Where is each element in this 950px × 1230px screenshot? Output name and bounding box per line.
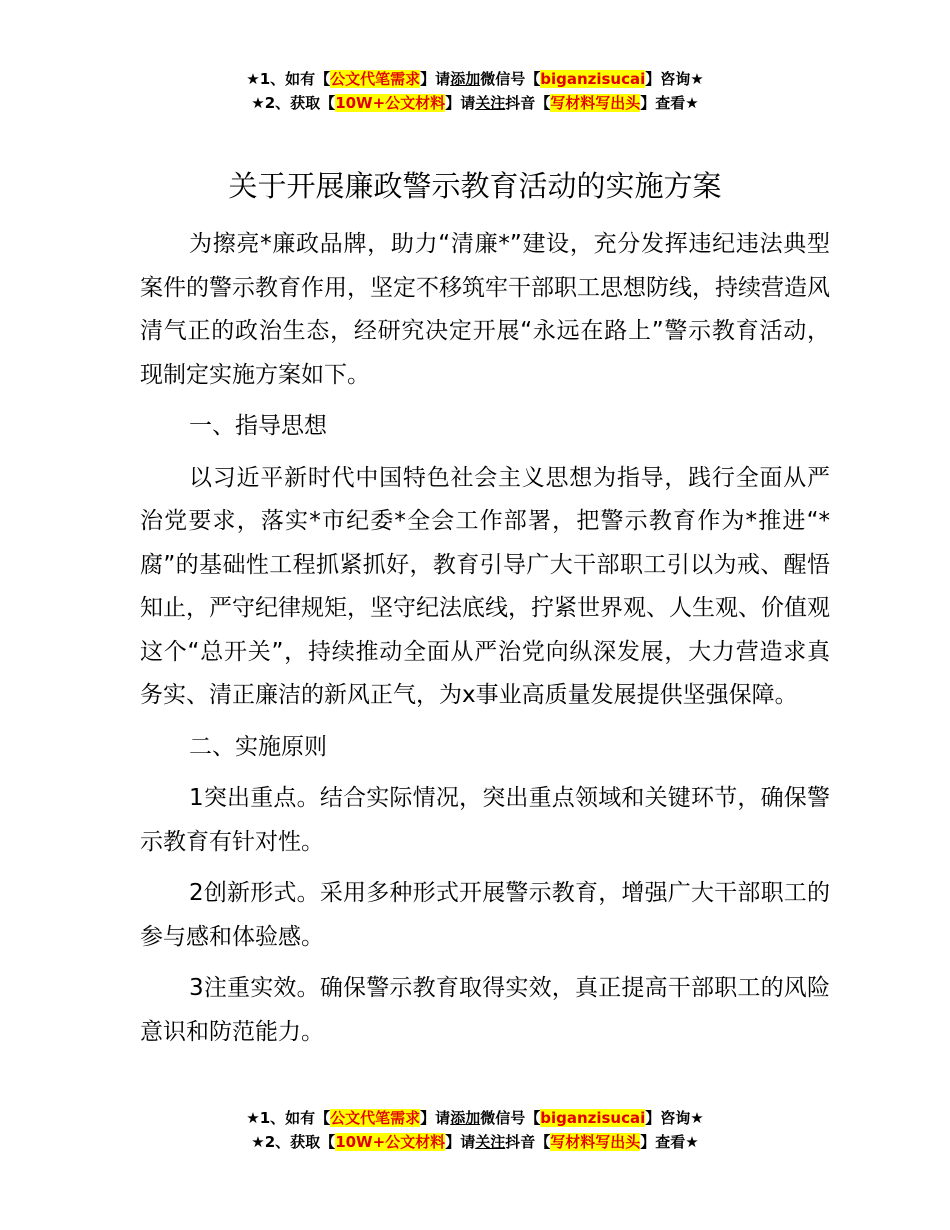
banner-underlined: 关注 [475,94,506,112]
banner-text: ★1、如有【 [246,70,331,88]
paragraph-principle-2: 2创新形式。采用多种形式开展警示教育，增强广大干部职工的参与感和体验感。 [140,880,830,950]
banner-underlined: 添加 [450,70,481,88]
banner-line-1 [0,67,950,91]
section-heading-principles: 二、实施原则 [189,733,327,760]
footer-banner [0,1106,950,1154]
banner-text: 】查看★ [640,94,699,112]
banner-text: 】查看★ [640,1133,699,1151]
banner-text: 】咨询★ [645,1109,704,1127]
document-title: 关于开展廉政警示教育活动的实施方案 [228,169,722,203]
banner-text: 】咨询★ [645,70,704,88]
banner-line-1 [0,1106,950,1130]
banner-underlined: 关注 [475,1133,506,1151]
banner-highlight: 写材料写出头 [550,94,641,112]
banner-text: 抖音【 [505,1133,551,1151]
paragraph-intro: 为擦亮*廉政品牌，助力“清廉*”建设，充分发挥违纪违法典型案件的警示教育作用，坚定不移筑牢干部职工思想防线，持续营造风清气正的政治生态，经研究决定开展“永远在路上”警示教育活动，现制定实施方案如下。 [140,231,830,388]
banner-highlight: biganzisucai [540,70,646,88]
banner-text: 微信号【 [480,70,541,88]
banner-text: ★1、如有【 [246,1109,331,1127]
banner-line-2 [0,1130,950,1154]
banner-text: 】请 [420,70,451,88]
banner-text: 抖音【 [505,94,551,112]
banner-text: ★2、获取【 [251,94,336,112]
document-body [140,223,830,1062]
paragraph-principle-1: 1突出重点。结合实际情况，突出重点领域和关键环节，确保警示教育有针对性。 [140,785,830,855]
banner-text: ★2、获取【 [251,1133,336,1151]
banner-text: 】请 [445,94,476,112]
banner-underlined: 添加 [450,1109,481,1127]
banner-text: 】请 [420,1109,451,1127]
header-banner [0,67,950,115]
banner-highlight: 写材料写出头 [550,1133,641,1151]
banner-highlight: 公文代笔需求 [330,1109,421,1127]
banner-text: 】请 [445,1133,476,1151]
paragraph-principle-3: 3注重实效。确保警示教育取得实效，真正提高干部职工的风险意识和防范能力。 [140,975,830,1045]
banner-line-2 [0,91,950,115]
paragraph-guiding-ideology: 以习近平新时代中国特色社会主义思想为指导，践行全面从严治党要求，落实*市纪委*全会工作部署，把警示教育作为*推进“*腐”的基础性工程抓紧抓好，教育引导广大干部职工引以为戒、醒悟知止，严守纪律规矩，坚守纪法底线，拧紧世界观、人生观、价值观这个“总开关”，持续推动全面从严治党向纵深发展，大力营造求真务实、清正廉洁的新风正气，为x事业高质量发展提供坚强保障。 [140,464,830,708]
banner-text: 微信号【 [480,1109,541,1127]
banner-highlight: biganzisucai [540,1109,646,1127]
section-heading-guiding-ideology: 一、指导思想 [189,413,327,439]
banner-highlight: 公文代笔需求 [330,70,421,88]
banner-highlight: 10W+公文材料 [335,1133,446,1151]
banner-highlight: 10W+公文材料 [335,94,446,112]
